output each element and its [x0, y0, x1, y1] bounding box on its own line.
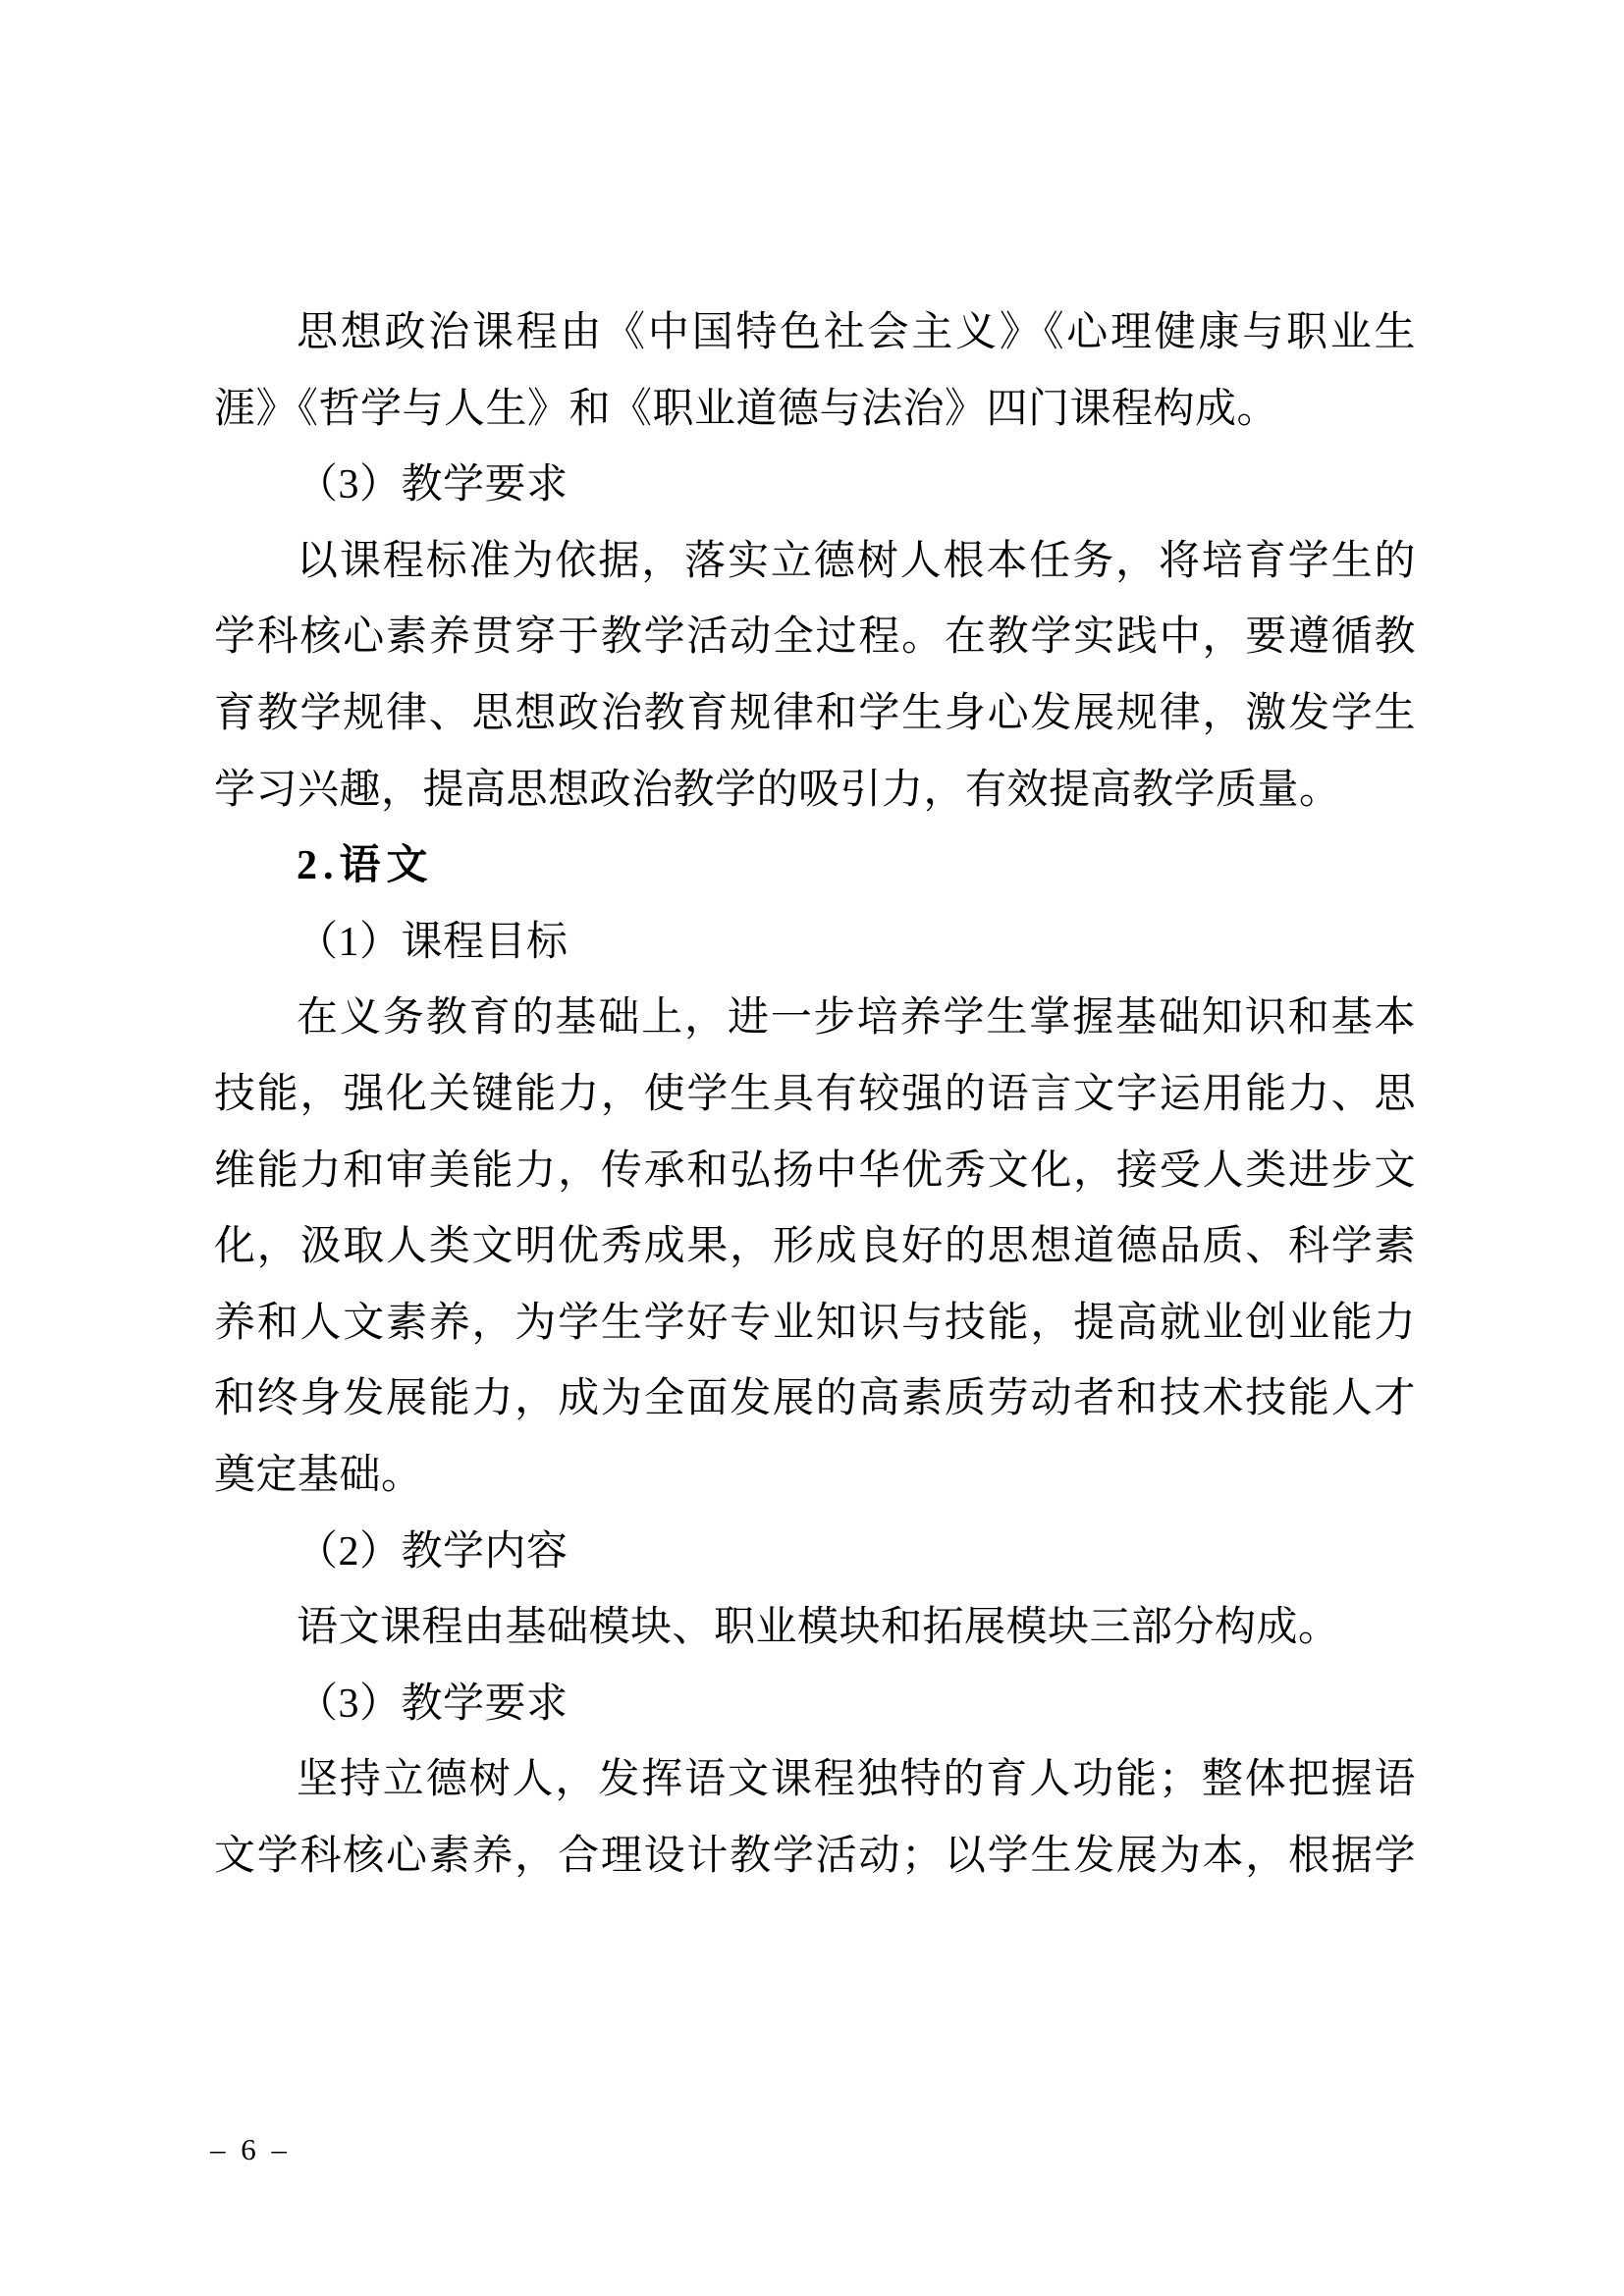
- subheading-teaching-requirements: （3）教学要求: [297, 1681, 568, 1727]
- doc-line: 文学科核心素养，合理设计教学活动；以学生发展为本，根据学: [214, 1833, 1416, 1879]
- doc-line: 涯》《哲学与人生》和《职业道德与法治》四门课程构成。: [214, 386, 1279, 432]
- page-number: – 6 –: [210, 2132, 291, 2166]
- doc-line: 语文课程由基础模块、职业模块和拓展模块三部分构成。: [297, 1605, 1340, 1651]
- document-body: [214, 295, 1416, 1895]
- doc-line: 育教学规律、思想政治教育规律和学生身心发展规律，激发学生: [214, 690, 1416, 736]
- doc-line: 奠定基础。: [214, 1452, 423, 1498]
- doc-line: 坚持立德树人，发挥语文课程独特的育人功能；整体把握语: [297, 1757, 1416, 1803]
- section-heading-yuwen: 2.语文: [297, 843, 434, 889]
- doc-line: 化，汲取人类文明优秀成果，形成良好的思想道德品质、科学素: [214, 1224, 1416, 1270]
- doc-line: 养和人文素养，为学生学好专业知识与技能，提高就业创业能力: [214, 1300, 1416, 1346]
- subheading-teaching-requirements: （3）教学要求: [297, 462, 568, 508]
- doc-line: 技能，强化关键能力，使学生具有较强的语言文字运用能力、思: [214, 1071, 1416, 1117]
- doc-line: 学习兴趣，提高思想政治教学的吸引力，有效提高教学质量。: [214, 767, 1341, 813]
- doc-line: 以课程标准为依据，落实立德树人根本任务，将培育学生的: [297, 538, 1416, 584]
- doc-line: 在义务教育的基础上，进一步培养学生掌握基础知识和基本: [297, 995, 1416, 1041]
- doc-line: 维能力和审美能力，传承和弘扬中华优秀文化，接受人类进步文: [214, 1148, 1416, 1194]
- doc-line: 思想政治课程由《中国特色社会主义》《心理健康与职业生: [297, 310, 1416, 355]
- subheading-course-objectives: （1）课程目标: [297, 919, 568, 965]
- doc-line: 和终身发展能力，成为全面发展的高素质劳动者和技术技能人才: [214, 1376, 1416, 1422]
- doc-line: 学科核心素养贯穿于教学活动全过程。在教学实践中，要遵循教: [214, 614, 1416, 661]
- subheading-teaching-content: （2）教学内容: [297, 1528, 568, 1575]
